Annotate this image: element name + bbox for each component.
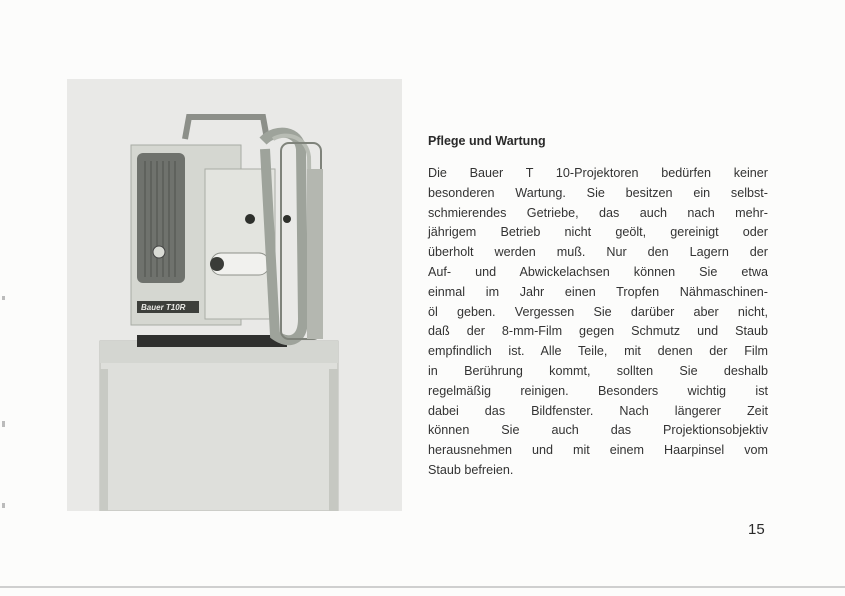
text-line: Staub befreien.	[428, 462, 514, 477]
control-knob	[153, 246, 165, 258]
text-line: jährigem Betrieb nicht geölt, gereinigt oder	[428, 225, 768, 240]
page-number: 15	[748, 521, 765, 538]
text-line: empfindlich ist. Alle Teile, mit denen der Film	[428, 344, 768, 359]
sprocket-knob	[245, 214, 255, 224]
text-line: regelmäßig reinigen. Besonders wichtig ist	[428, 383, 768, 398]
projector-base	[137, 335, 287, 347]
text-line: schmierendes Getriebe, das auch nach mehr-	[428, 205, 768, 220]
body-text	[428, 164, 768, 481]
carrying-case	[100, 341, 338, 511]
text-line: öl geben. Vergessen Sie darüber aber nicht,	[428, 304, 768, 319]
scan-mark	[2, 503, 5, 508]
text-line: besonderen Wartung. Sie besitzen ein selbst-	[428, 185, 768, 200]
text-line: können Sie auch das Projektionsobjektiv	[428, 423, 768, 438]
power-cable-coil	[263, 133, 303, 341]
text-line: Auf- und Abwickelachsen können Sie etwa	[428, 264, 768, 279]
text-line: dabei das Bildfenster. Nach längerer Zeit	[428, 403, 768, 418]
section-heading: Pflege und Wartung	[428, 134, 546, 148]
text-line: überholt werden muß. Nur den Lagern der	[428, 245, 768, 260]
projector-photo	[67, 79, 402, 511]
brand-badge-text: Bauer T10R	[141, 303, 186, 312]
carry-handle	[185, 117, 267, 139]
projector-illustration	[67, 79, 402, 511]
text-line: einmal im Jahr einen Tropfen Nähmaschinen-	[428, 284, 768, 299]
ventilation-grille	[137, 153, 185, 283]
text-line: Die Bauer T 10-Projektoren bedürfen keiner	[428, 166, 768, 180]
text-line: daß der 8-mm-Film gegen Schmutz und Staub	[428, 324, 768, 339]
text-line: in Berührung kommt, sollten Sie deshalb	[428, 363, 768, 378]
page-edge-line	[0, 586, 845, 588]
scan-mark	[2, 296, 5, 300]
scan-mark	[2, 421, 5, 427]
text-line: herausnehmen und mit einem Haarpinsel vom	[428, 443, 768, 458]
lens-knob	[210, 257, 224, 271]
